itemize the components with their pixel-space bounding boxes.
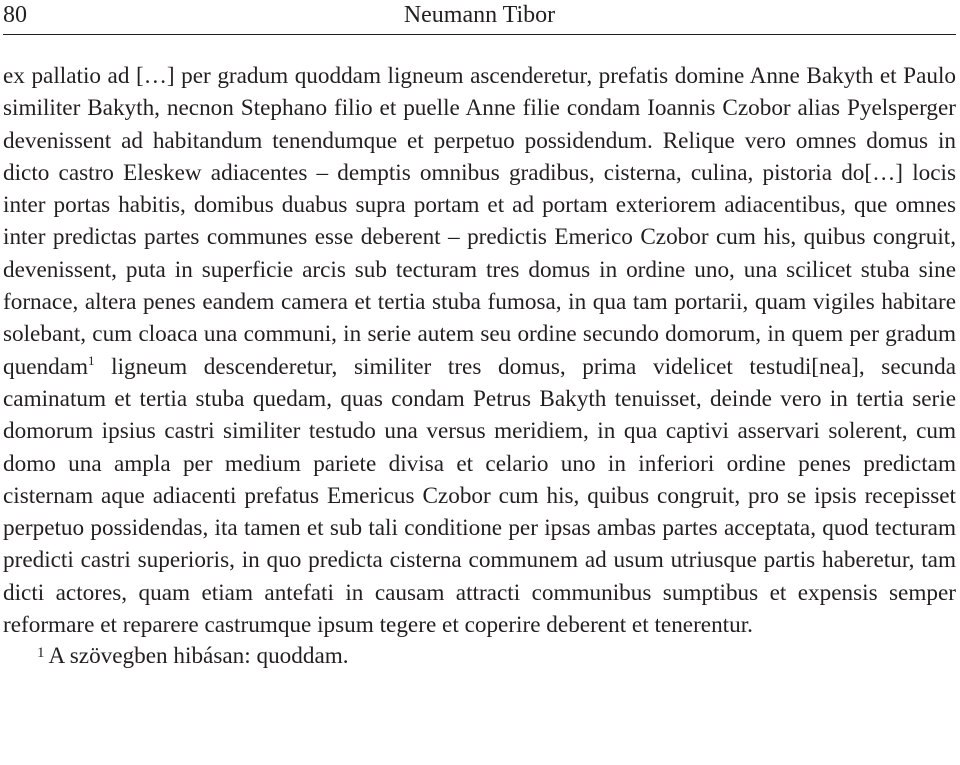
footnote-marker: 1 xyxy=(37,645,45,662)
body-text-part-2: ligneum descenderetur, similiter tres domus, prima videlicet testudi[nea], secunda caminatum et tertia stuba quedam, quas condam Petrus Bakyth tenuisset, deinde vero in tertia serie domorum ipsius castri similiter testudo una versus meridiem, in qua captivi asservari solerent, cum domo una ampla per medium pariete divisa et celario uno in inferiori ordine penes predictam cisternam aque adiacenti prefatus Emericus Czobor cum his, quibus congruit, pro se ipsis recepisset perpetuo possidendas, ita tamen et sub tali conditione per ipsas ambas partes acceptata, quod tecturam predicti castri superioris, in quo predicta cisterna communem ad usum utriusque partis haberetur, tam dicti actores, quam etiam antefati in causam attracti communibus sumptibus et expensis semper reformare et reparere castrumque ipsum tegere et coperire deberent et tenerentur. xyxy=(3,353,956,639)
body-text-part-1: ex pallatio ad […] per gradum quoddam ligneum ascenderetur, prefatis domine Anne Bakyth et Paulo similiter Bakyth, necnon Stephano filio et puelle Anne filie condam Ioannis Czobor alias Pyelsperger devenissent ad habitandum tenendumque et perpetuo possidendum. Relique vero omnes domus in dicto castro Eleskew adiacentes – demptis omnibus gradibus, cisterna, culina, pistoria do[…] locis inter portas habitis, domibus duabus supra portam et ad portam exteriorem adiacentibus, que omnes inter predictas partes communes esse deberent – predictis Emerico Czobor cum his, quibus congruit, devenissent, puta in superficie arcis sub tecturam tres domus in ordine uno, una scilicet stuba sine fornace, altera penes eandem camera et tertia stuba fumosa, in qua tam portarii, quam vigiles habitare solebant, cum cloaca una communi, in serie autem seu ordine secundo domorum, in quem per gradum quendam xyxy=(3,63,956,380)
footnote-reference: 1 xyxy=(88,352,95,368)
page-number: 80 xyxy=(3,2,27,28)
page-header xyxy=(3,0,956,35)
running-head: Neumann Tibor xyxy=(403,2,556,28)
body-paragraph xyxy=(3,60,956,641)
footnote xyxy=(3,642,956,670)
footnote-text: A szövegben hibásan: quoddam. xyxy=(48,643,349,670)
